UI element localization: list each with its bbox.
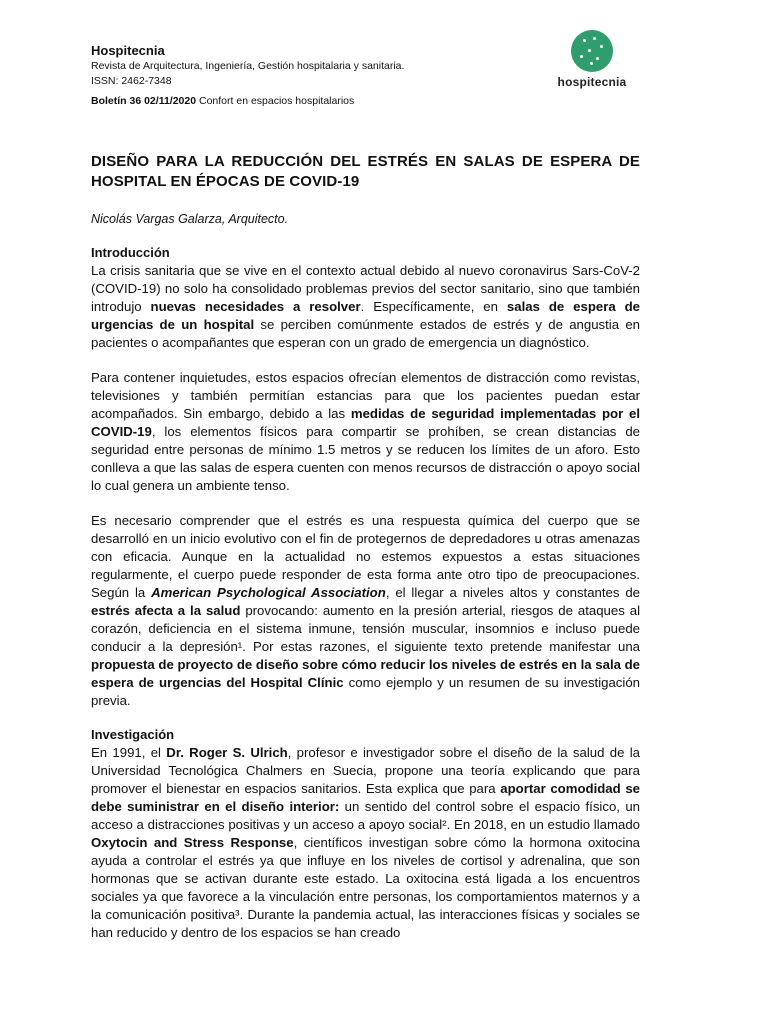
paragraph-research-1: En 1991, el Dr. Roger S. Ulrich, profesor e investigador sobre el diseño de la salud de la Universidad Tecnológica Chalmers en Suecia, propone una teoría explicando que para promover el bienestar en espacios sanitarios. Esta explica que para aportar comodidad se debe suministrar en el diseño interior: un sentido del control sobre el espacio físico, un acceso a distracciones positivas y un acceso a apoyo social². En 2018, en un estudio llamado Oxytocin and Stress Response, científicos investigan sobre cómo la hormona oxitocina ayuda a controlar el estrés ya que influye en los niveles de cortisol y adrenalina, que son hormonas que se activan durante este estado. La oxitocina está ligada a los encuentros sociales ya que favorece a la vinculación entre personas, los comportamientos maternos y a la comunicación positiva³. Durante la pandemia actual, las interacciones físicas y sociales se han reducido y dentro de los espacios se han creado xyxy=(91,745,640,940)
publication-name: Hospitecnia xyxy=(91,43,165,58)
section-heading-investigacion: Investigación xyxy=(91,727,175,742)
bulletin-line xyxy=(91,94,561,109)
bulletin-number: Boletín 36 02/11/2020 xyxy=(91,95,197,107)
hospitecnia-logo xyxy=(552,30,632,89)
section-heading-introduccion: Introducción xyxy=(91,245,170,260)
paragraph-intro-1: La crisis sanitaria que se vive en el contexto actual debido al nuevo coronavirus Sars-CoV-2 (COVID-19) no solo ha consolidado problemas previos del sector sanitario, sino que también introdujo nuevas necesidades a resolver. Específicamente, en salas de espera de urgencias de un hospital se perciben comúnmente estados de estrés y de angustia en pacientes o acompañantes que esperan con un grado de emergencia un diagnóstico. xyxy=(91,263,641,350)
publication-subtitle: Revista de Arquitectura, Ingeniería, Gestión hospitalaria y sanitaria. xyxy=(91,60,405,72)
publication-header xyxy=(91,43,561,109)
article-body xyxy=(91,152,640,942)
paragraph-intro-3: Es necesario comprender que el estrés es una respuesta química del cuerpo que se desarrolló en un inicio evolutivo con el fin de protegernos de depredadores u otras amenazas con eficacia. Aunque en la actualidad no estemos expuestos a estas situaciones regularmente, el cuerpo puede responder de esta forma ante otro tipo de preocupaciones. Según la American Psychological Association, el llegar a niveles altos y constantes de estrés afecta a la salud provocando: aumento en la presión arterial, riesgos de ataques al corazón, deficiencia en el sistema inmune, tensión muscular, insomnios e incluso puede conducir a la depresión¹. Por estas razones, el siguiente texto pretende manifestar una propuesta de proyecto de diseño sobre cómo reducir los niveles de estrés en la sala de espera de urgencias del Hospital Clínic como ejemplo y un resumen de su investigación previa. xyxy=(91,513,641,708)
hospitecnia-logo-icon xyxy=(571,30,613,72)
logo-text: hospitecnia xyxy=(557,75,627,89)
bulletin-topic: Confort en espacios hospitalarios xyxy=(199,95,355,107)
paragraph-intro-2: Para contener inquietudes, estos espacios ofrecían elementos de distracción como revistas, televisiones y también permitían estancias para que los pacientes puedan estar acompañados. Sin embargo, debido a las medidas de seguridad implementadas por el COVID-19, los elementos físicos para compartir se prohíben, se crean distancias de seguridad entre personas de mínimo 1.5 metros y se reducen los límites de un aforo. Esto conlleva a que las salas de espera cuenten con menos recursos de distracción o apoyo social lo cual genera un ambiente tenso. xyxy=(91,370,641,493)
article-author: Nicolás Vargas Galarza, Arquitecto. xyxy=(91,212,289,226)
issn: ISSN: 2462-7348 xyxy=(91,75,172,87)
article-title: DISEÑO PARA LA REDUCCIÓN DEL ESTRÉS EN SALAS DE ESPERA DE HOSPITAL EN ÉPOCAS DE COVID-19 xyxy=(91,153,640,190)
